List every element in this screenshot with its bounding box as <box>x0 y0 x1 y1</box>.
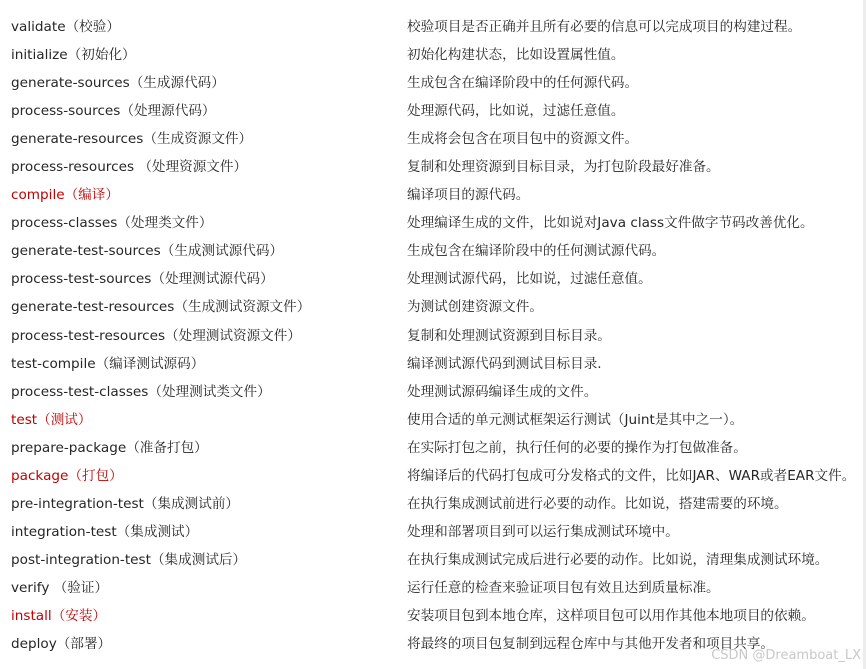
description-cell: 编译测试源代码到测试目标目录. <box>407 355 602 372</box>
phase-cell: process-classes（处理类文件） <box>11 215 213 232</box>
description-cell: 复制和处理资源到目标目录，为打包阶段最好准备。 <box>407 159 720 176</box>
table-row <box>0 572 866 600</box>
phase-cell: process-resources （处理资源文件） <box>11 159 248 176</box>
table-row <box>0 291 866 319</box>
phase-cell: verify （验证） <box>11 579 109 596</box>
table-row <box>0 235 866 263</box>
phase-cell: initialize（初始化） <box>11 47 136 64</box>
phase-cell: integration-test（集成测试） <box>11 523 199 540</box>
table-row <box>0 488 866 516</box>
description-cell: 为测试创建资源文件。 <box>407 299 543 316</box>
table-row <box>0 95 866 123</box>
table-row <box>0 320 866 348</box>
description-cell: 校验项目是否正确并且所有必要的信息可以完成项目的构建过程。 <box>407 19 802 36</box>
table-row <box>0 39 866 67</box>
description-cell: 复制和处理测试资源到目标目录。 <box>407 327 611 344</box>
phase-cell: generate-resources（生成资源文件） <box>11 131 253 148</box>
phase-cell: compile（编译） <box>11 187 119 204</box>
table-row <box>0 460 866 488</box>
table-row <box>0 376 866 404</box>
description-cell: 运行任意的检查来验证项目包有效且达到质量标准。 <box>407 579 720 596</box>
phase-cell: generate-test-sources（生成测试源代码） <box>11 243 284 260</box>
description-cell: 处理编译生成的文件，比如说对Java class文件做字节码改善优化。 <box>407 215 814 232</box>
table-row <box>0 207 866 235</box>
description-cell: 将最终的项目包复制到远程仓库中与其他开发者和项目共享。 <box>407 636 775 653</box>
phase-cell: process-test-classes（处理测试类文件） <box>11 383 271 400</box>
phase-cell: test（测试） <box>11 411 92 428</box>
description-cell: 生成包含在编译阶段中的任何测试源代码。 <box>407 243 666 260</box>
lifecycle-table <box>0 11 866 656</box>
description-cell: 安装项目包到本地仓库，这样项目包可以用作其他本地项目的依赖。 <box>407 608 815 624</box>
table-row <box>0 404 866 432</box>
phase-cell: process-test-resources（处理测试资源文件） <box>11 327 301 344</box>
description-cell: 编译项目的源代码。 <box>407 187 530 204</box>
phase-cell: process-sources（处理源代码） <box>11 103 216 120</box>
phase-cell: generate-sources（生成源代码） <box>11 75 225 92</box>
description-cell: 使用合适的单元测试框架运行测试（Juint是其中之一）。 <box>407 411 744 428</box>
phase-cell: process-test-sources（处理测试源代码） <box>11 271 274 288</box>
description-cell: 处理测试源码编译生成的文件。 <box>407 383 598 400</box>
table-row <box>0 179 866 207</box>
table-row <box>0 67 866 95</box>
phase-cell: prepare-package（准备打包） <box>11 439 208 456</box>
table-row <box>0 263 866 291</box>
phase-cell: deploy（部署） <box>11 636 112 653</box>
watermark: CSDN @Dreamboat_LX <box>711 648 861 663</box>
description-cell: 生成包含在编译阶段中的任何源代码。 <box>407 75 639 92</box>
description-cell: 将编译后的代码打包成可分发格式的文件，比如JAR、WAR或者EAR文件。 <box>407 467 856 484</box>
phase-cell: test-compile（编译测试源码） <box>11 355 205 372</box>
phase-cell: package（打包） <box>11 467 123 484</box>
table-row <box>0 348 866 376</box>
table-row <box>0 123 866 151</box>
table-row <box>0 151 866 179</box>
phase-cell: install（安装） <box>11 608 107 624</box>
description-cell: 初始化构建状态，比如设置属性值。 <box>407 47 625 64</box>
table-row <box>0 11 866 39</box>
description-cell: 处理测试源代码，比如说，过滤任意值。 <box>407 271 652 288</box>
description-cell: 处理源代码，比如说，过滤任意值。 <box>407 103 625 120</box>
table-row <box>0 544 866 572</box>
description-cell: 在实际打包之前，执行任何的必要的操作为打包做准备。 <box>407 439 747 456</box>
table-row <box>0 432 866 460</box>
phase-cell: validate（校验） <box>11 19 120 36</box>
table-row <box>0 516 866 544</box>
phase-cell: pre-integration-test（集成测试前） <box>11 495 240 512</box>
table-row <box>0 600 866 628</box>
description-cell: 生成将会包含在项目包中的资源文件。 <box>407 131 639 148</box>
description-cell: 处理和部署项目到可以运行集成测试环境中。 <box>407 523 679 540</box>
description-cell: 在执行集成测试前进行必要的动作。比如说，搭建需要的环境。 <box>407 495 788 512</box>
phase-cell: post-integration-test（集成测试后） <box>11 551 247 568</box>
description-cell: 在执行集成测试完成后进行必要的动作。比如说，清理集成测试环境。 <box>407 551 829 568</box>
phase-cell: generate-test-resources（生成测试资源文件） <box>11 299 311 316</box>
